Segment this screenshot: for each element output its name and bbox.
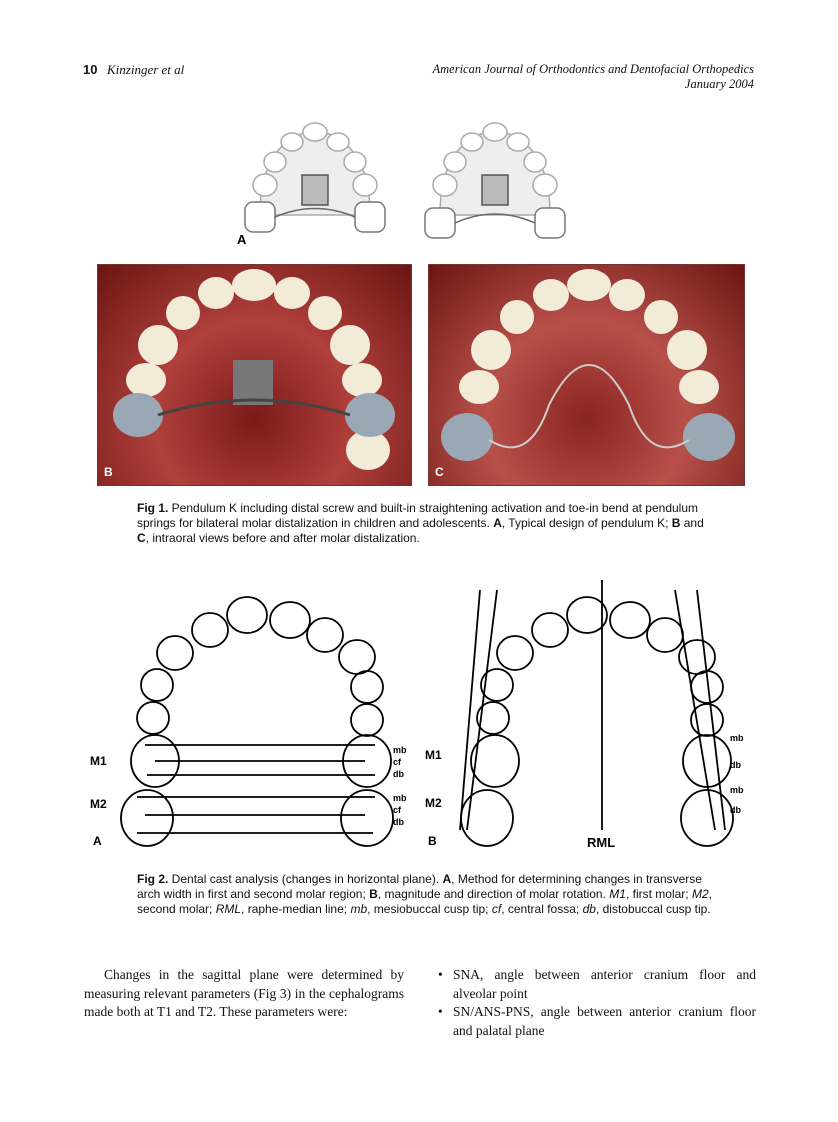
fig1-caption: Fig 1. Pendulum K including distal screw and built-in straightening activation and toe-in bend at pendulum springs for bilateral molar distalization in children and adolescents. A, Typical design of pendulum K; B and C, intraoral views before and after molar distalization. (137, 501, 704, 545)
label-db-b: db (730, 760, 741, 770)
fig1-label-b: B (104, 465, 113, 479)
body-paragraph: Changes in the sagittal plane were determined by measuring relevant parameters (Fig 3) in the cephalograms made both at T1 and T2. These parameters were: (84, 967, 404, 1019)
label-m2-b: M2 (425, 796, 442, 810)
label-a: A (93, 834, 102, 848)
label-db-2: db (393, 817, 404, 827)
label-mb-2: mb (393, 793, 407, 803)
label-db: db (393, 769, 404, 779)
bullet-item: • SNA, angle between anterior cranium floor and alveolar point (440, 966, 756, 1003)
issue-date: January 2004 (684, 77, 754, 91)
label-mb-b: mb (730, 733, 744, 743)
fig1-photo-c (428, 264, 745, 486)
fig2-diagram (85, 575, 765, 850)
label-cf: cf (393, 757, 402, 767)
fig1-label-a: A (237, 232, 247, 247)
label-m1-b: M1 (425, 748, 442, 762)
page-number: 10 (83, 62, 98, 77)
label-rml: RML (587, 835, 616, 850)
fig1-appliance-drawing (237, 120, 570, 250)
label-m1-a: M1 (90, 754, 107, 768)
body-bullet-list (440, 966, 756, 1040)
label-m2-a: M2 (90, 797, 107, 811)
label-db-b2: db (730, 805, 741, 815)
fig1-photo-b (97, 264, 412, 486)
journal-header (433, 62, 755, 92)
fig2-caption: Fig 2. Dental cast analysis (changes in horizontal plane). A, Method for determining changes in transverse arch width in first and second molar region; B, magnitude and direction of molar rotation. M1, first molar; M2, second molar; RML, raphe-median line; mb, mesiobuccal cusp tip; cf, central fossa; db, distobuccal cusp tip. (137, 872, 712, 916)
fig1-label-c: C (435, 465, 444, 479)
running-authors: Kinzinger et al (107, 62, 185, 77)
label-cf-2: cf (393, 805, 402, 815)
bullet-item: • SN/ANS-PNS, angle between anterior cranium floor and palatal plane (440, 1003, 756, 1040)
label-b: B (428, 834, 437, 848)
label-mb: mb (393, 745, 407, 755)
journal-title: American Journal of Orthodontics and Dentofacial Orthopedics (432, 62, 754, 76)
label-mb-b2: mb (730, 785, 744, 795)
